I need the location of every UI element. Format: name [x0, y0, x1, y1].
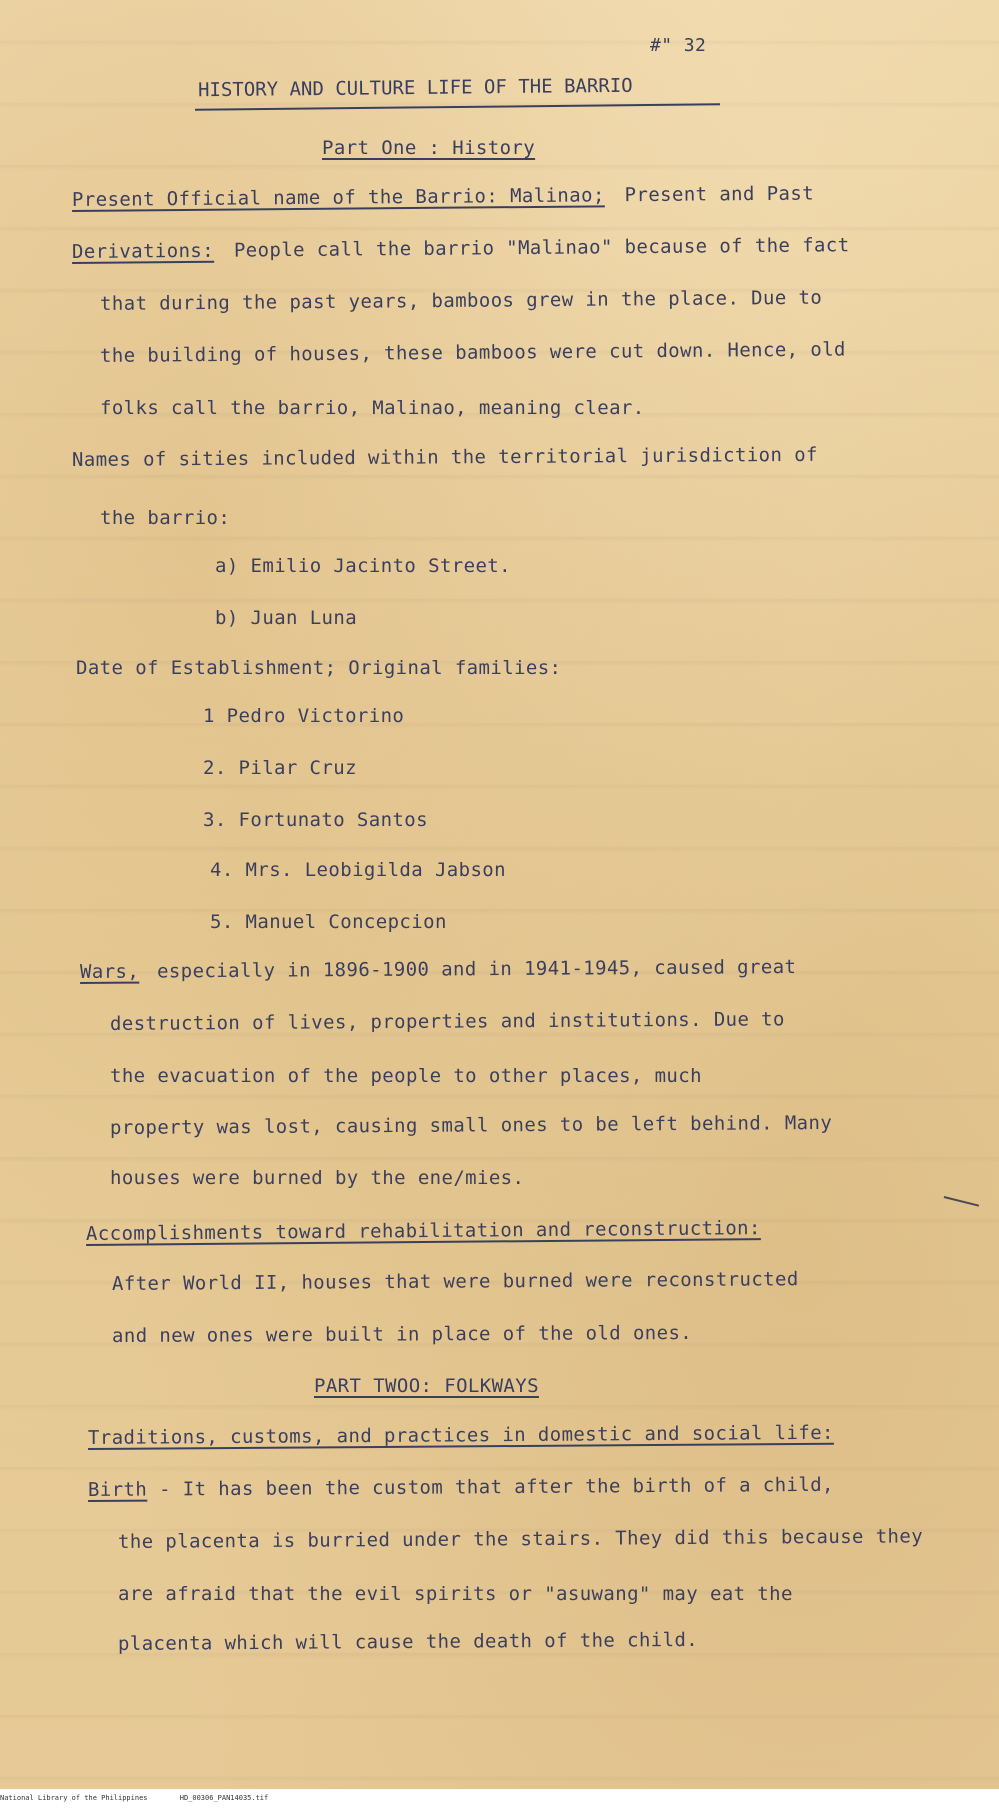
birth-label: Birth — [87, 1478, 148, 1501]
birth-rest: - It has been the custom that after the birth of a child, — [147, 1473, 834, 1501]
derivations-line-4: the building of houses, these bamboos were cut down. Hence, old — [99, 338, 846, 367]
footer-file: HD_00306_PAN14035.tif — [179, 1794, 269, 1802]
part-two-heading: PART TWOO: FOLKWAYS — [314, 1375, 539, 1397]
derivations-line-5: folks call the barrio, Malinao, meaning clear. — [100, 397, 645, 419]
page-number: #" 32 — [650, 35, 707, 56]
wars-line-3: the evacuation of the people to other places, much — [110, 1065, 702, 1087]
family-5: 5. Manuel Concepcion — [210, 911, 447, 933]
birth-line — [88, 1473, 834, 1502]
derivations-label: Derivations: — [71, 239, 215, 263]
accomplishments-line-1: After World II, houses that were burned were reconstructed — [111, 1268, 799, 1295]
establishment-line: Date of Establishment; Original families: — [76, 657, 562, 679]
accomplishments-line-2: and new ones were built in place of the old ones. — [111, 1321, 693, 1347]
title-underline — [195, 103, 720, 110]
family-3: 3. Fortunato Santos — [203, 809, 428, 831]
family-2: 2. Pilar Cruz — [203, 757, 357, 779]
birth-line-2: the placenta is burried under the stairs. They did this because they — [117, 1525, 924, 1553]
traditions-heading: Traditions, customs, and practices in domestic and social life: — [87, 1421, 834, 1449]
footer-library: National Library of the Philippines — [0, 1794, 148, 1802]
document-title: HISTORY AND CULTURE LIFE OF THE BARRIO — [197, 74, 633, 102]
birth-line-4: placenta which will cause the death of the child. — [117, 1628, 699, 1655]
family-1: 1 Pedro Victorino — [203, 705, 405, 727]
scan-footer — [0, 1789, 999, 1808]
pen-mark — [944, 1196, 979, 1206]
derivations-line — [72, 233, 850, 264]
wars-label: Wars, — [79, 960, 140, 983]
part-one-heading: Part One : History — [322, 137, 536, 159]
official-name-line — [72, 182, 814, 212]
sitios-line: Names of sities included within the territorial jurisdiction of — [71, 443, 818, 471]
official-name-rest: Present and Past — [624, 182, 815, 207]
sitio-a: a) Emilio Jacinto Street. — [215, 555, 511, 577]
birth-line-3: are afraid that the evil spirits or "asuwang" may eat the — [118, 1583, 793, 1605]
wars-line-5: houses were burned by the ene/mies. — [110, 1167, 525, 1189]
sitio-b: b) Juan Luna — [215, 607, 358, 629]
sitios-line-2: the barrio: — [100, 507, 231, 529]
family-4: 4. Mrs. Leobigilda Jabson — [210, 859, 506, 881]
wars-line-2: destruction of lives, properties and institutions. Due to — [109, 1008, 785, 1035]
derivations-rest: People call the barrio "Malinao" because of the fact — [233, 234, 850, 262]
wars-line-4: property was lost, causing small ones to be left behind. Many — [109, 1111, 833, 1139]
wars-rest: especially in 1896-1900 and in 1941-1945, caused great — [156, 955, 797, 983]
wars-line — [80, 955, 797, 984]
official-name-label: Present Official name of the Barrio: Malinao; — [71, 184, 605, 211]
derivations-line-3: that during the past years, bamboos grew in the place. Due to — [99, 286, 823, 315]
accomplishments-heading: Accomplishments toward rehabilitation and reconstruction: — [85, 1217, 761, 1245]
